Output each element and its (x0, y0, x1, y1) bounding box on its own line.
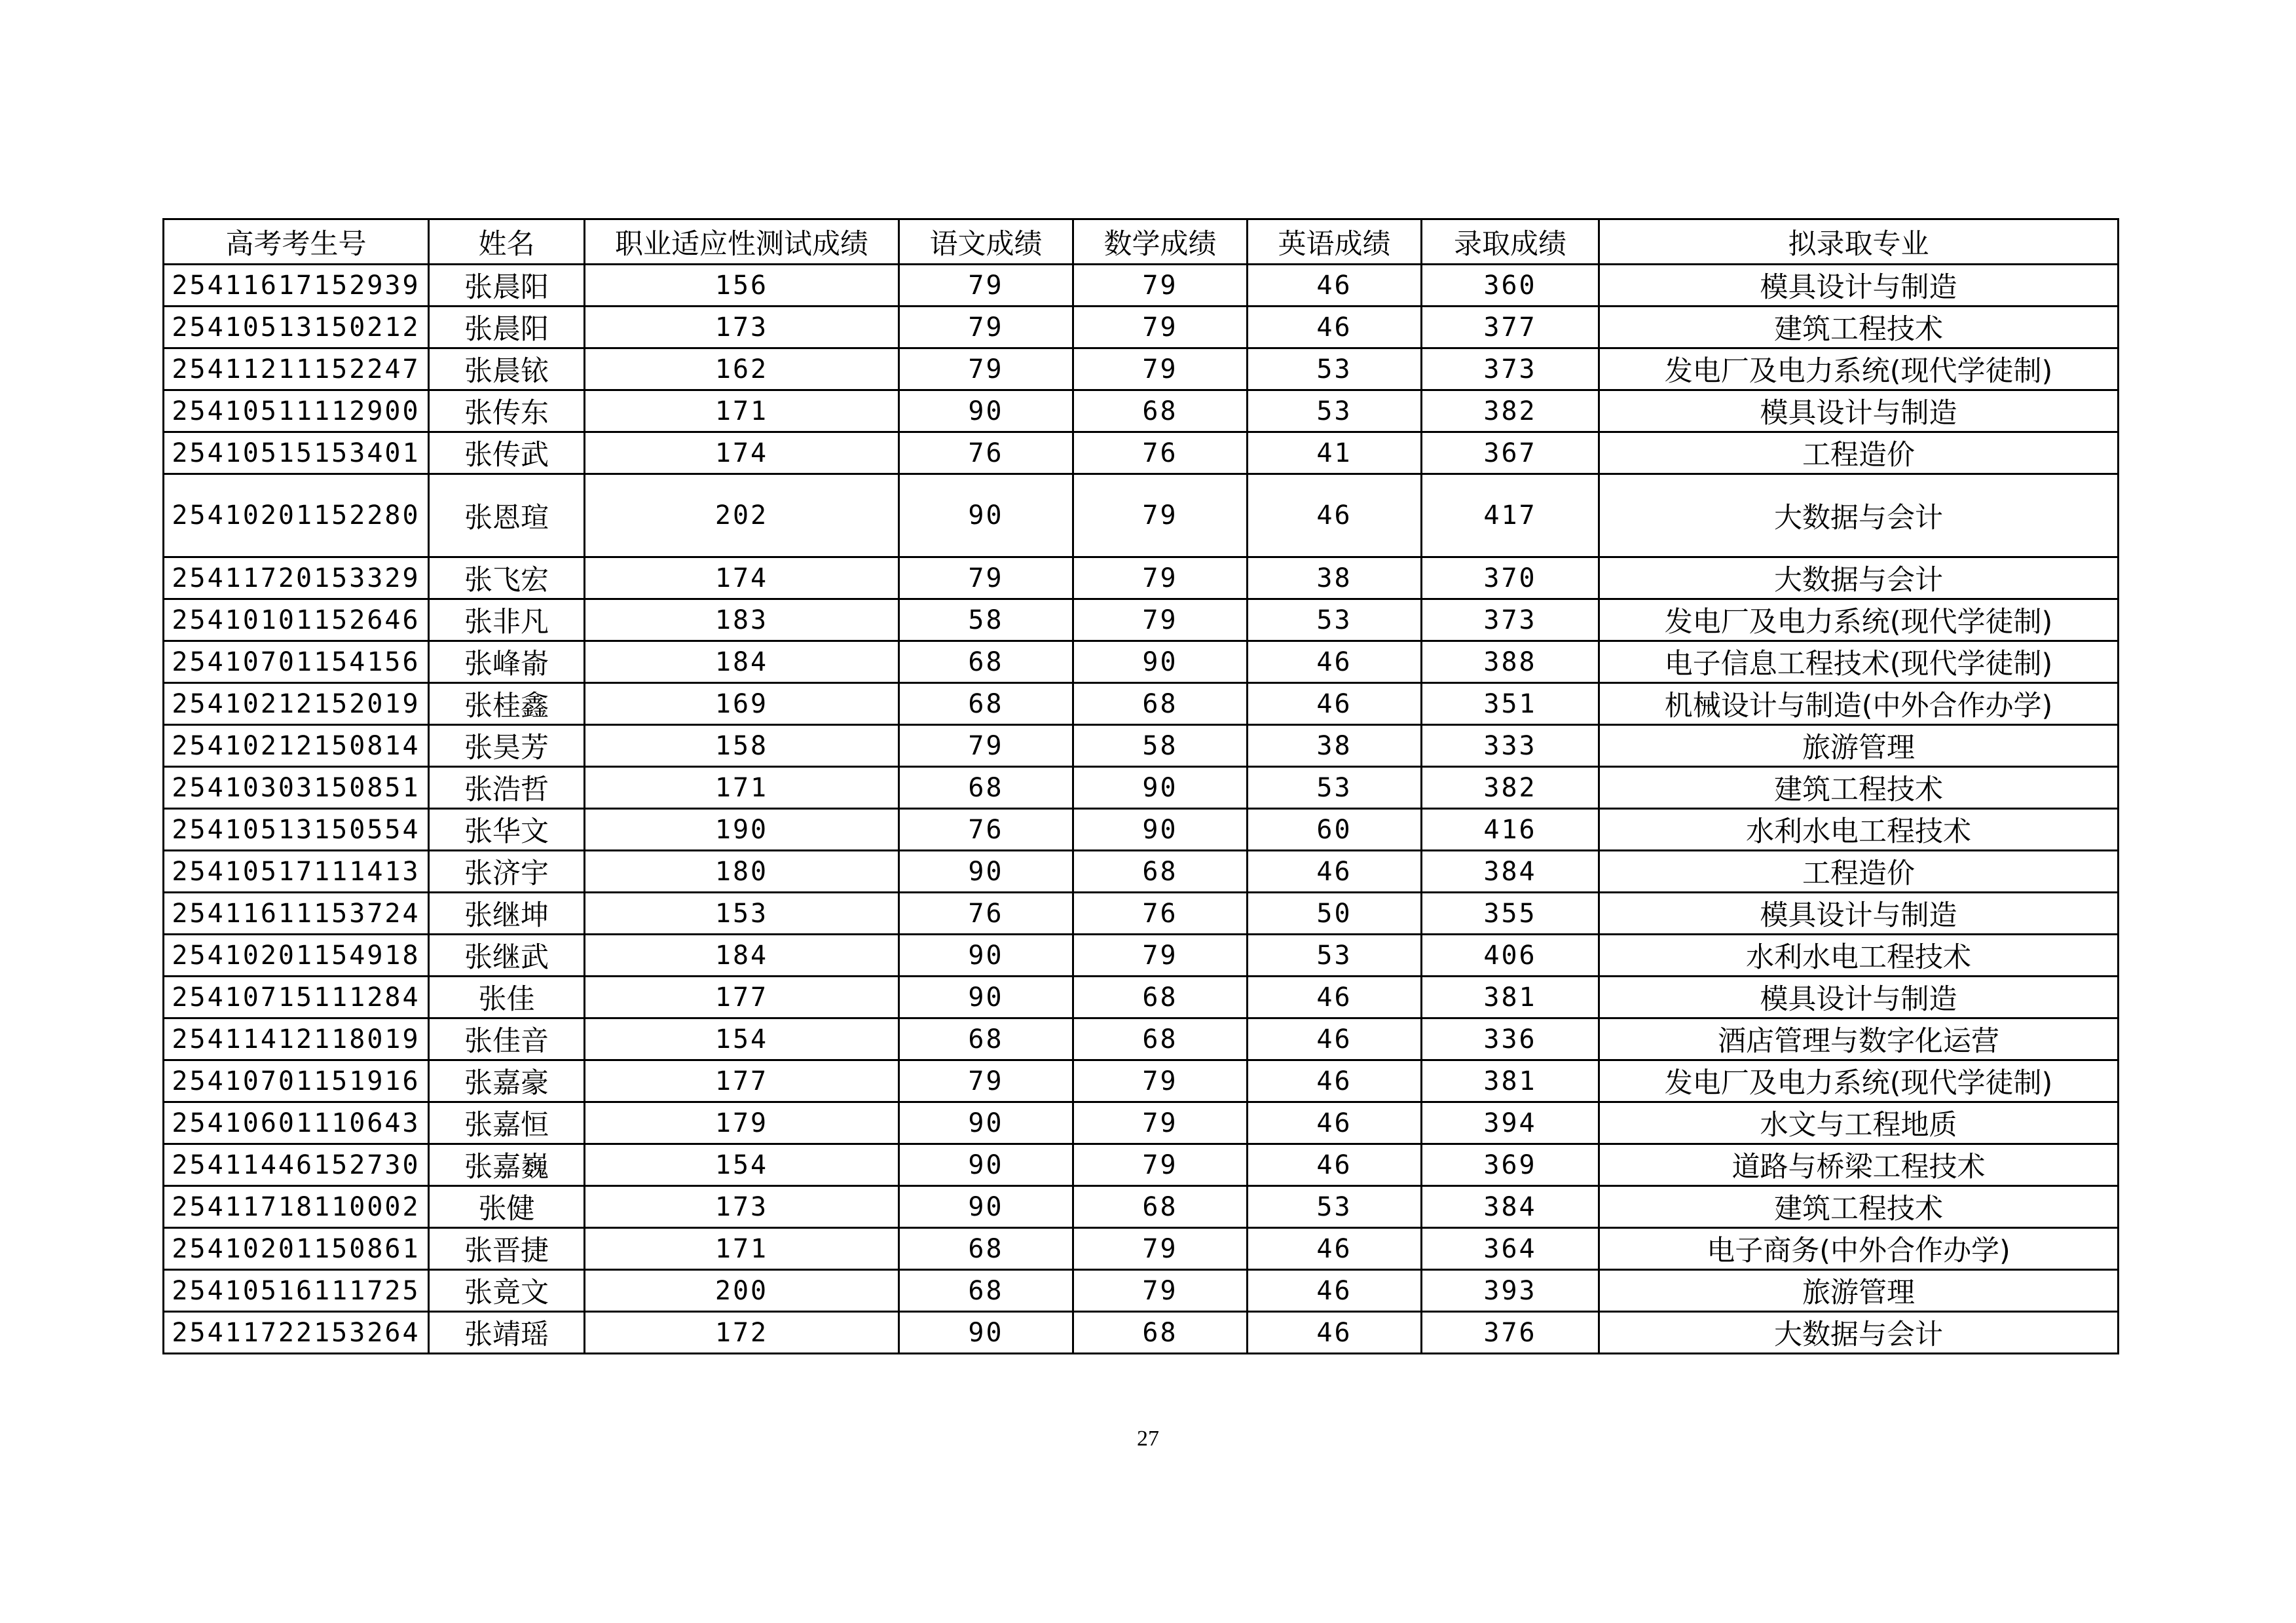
cell-math-score: 79 (1073, 935, 1248, 977)
cell-major: 模具设计与制造 (1599, 893, 2119, 935)
cell-admission-score: 370 (1422, 557, 1599, 599)
cell-name: 张昊芳 (429, 725, 585, 767)
cell-math-score: 68 (1073, 683, 1248, 725)
table-row (164, 348, 2119, 390)
cell-major: 工程造价 (1599, 851, 2119, 893)
cell-english-score: 50 (1248, 893, 1422, 935)
table-row (164, 641, 2119, 683)
cell-english-score: 46 (1248, 977, 1422, 1018)
cell-chinese-score: 90 (899, 977, 1073, 1018)
cell-chinese-score: 90 (899, 1312, 1073, 1354)
cell-exam-id: 25410715111284 (164, 977, 429, 1018)
table-row (164, 1270, 2119, 1312)
cell-admission-score: 382 (1422, 390, 1599, 432)
cell-aptitude-score: 172 (585, 1312, 899, 1354)
cell-major: 建筑工程技术 (1599, 767, 2119, 809)
cell-major: 模具设计与制造 (1599, 265, 2119, 307)
cell-aptitude-score: 154 (585, 1018, 899, 1060)
table-row (164, 390, 2119, 432)
cell-chinese-score: 90 (899, 474, 1073, 557)
cell-name: 张晋捷 (429, 1228, 585, 1270)
cell-math-score: 68 (1073, 851, 1248, 893)
cell-aptitude-score: 180 (585, 851, 899, 893)
cell-admission-score: 384 (1422, 851, 1599, 893)
cell-aptitude-score: 202 (585, 474, 899, 557)
admission-score-table (162, 218, 2119, 1354)
cell-english-score: 41 (1248, 432, 1422, 474)
cell-chinese-score: 90 (899, 390, 1073, 432)
cell-english-score: 53 (1248, 935, 1422, 977)
cell-major: 水文与工程地质 (1599, 1102, 2119, 1144)
cell-math-score: 58 (1073, 725, 1248, 767)
cell-admission-score: 336 (1422, 1018, 1599, 1060)
cell-exam-id: 25410516111725 (164, 1270, 429, 1312)
header-name: 姓名 (429, 219, 585, 265)
table-row (164, 1144, 2119, 1186)
cell-chinese-score: 68 (899, 1018, 1073, 1060)
cell-english-score: 46 (1248, 265, 1422, 307)
table-row (164, 935, 2119, 977)
cell-admission-score: 406 (1422, 935, 1599, 977)
cell-major: 工程造价 (1599, 432, 2119, 474)
cell-name: 张非凡 (429, 599, 585, 641)
cell-aptitude-score: 177 (585, 977, 899, 1018)
cell-english-score: 53 (1248, 348, 1422, 390)
cell-chinese-score: 79 (899, 265, 1073, 307)
cell-chinese-score: 76 (899, 432, 1073, 474)
cell-english-score: 53 (1248, 1186, 1422, 1228)
cell-chinese-score: 79 (899, 725, 1073, 767)
cell-name: 张竟文 (429, 1270, 585, 1312)
cell-aptitude-score: 190 (585, 809, 899, 851)
cell-aptitude-score: 184 (585, 641, 899, 683)
cell-major: 建筑工程技术 (1599, 307, 2119, 348)
cell-major: 水利水电工程技术 (1599, 809, 2119, 851)
cell-chinese-score: 79 (899, 348, 1073, 390)
cell-major: 模具设计与制造 (1599, 977, 2119, 1018)
table-row (164, 1018, 2119, 1060)
cell-name: 张飞宏 (429, 557, 585, 599)
table-row (164, 893, 2119, 935)
cell-major: 发电厂及电力系统(现代学徒制) (1599, 348, 2119, 390)
cell-exam-id: 25411720153329 (164, 557, 429, 599)
cell-english-score: 38 (1248, 725, 1422, 767)
cell-name: 张佳 (429, 977, 585, 1018)
cell-chinese-score: 68 (899, 641, 1073, 683)
table-row (164, 851, 2119, 893)
cell-aptitude-score: 173 (585, 307, 899, 348)
cell-major: 道路与桥梁工程技术 (1599, 1144, 2119, 1186)
cell-name: 张晨阳 (429, 307, 585, 348)
cell-admission-score: 364 (1422, 1228, 1599, 1270)
cell-aptitude-score: 184 (585, 935, 899, 977)
cell-exam-id: 25411718110002 (164, 1186, 429, 1228)
cell-chinese-score: 68 (899, 767, 1073, 809)
cell-math-score: 90 (1073, 809, 1248, 851)
header-aptitude-score: 职业适应性测试成绩 (585, 219, 899, 265)
cell-aptitude-score: 154 (585, 1144, 899, 1186)
cell-math-score: 68 (1073, 1312, 1248, 1354)
cell-math-score: 79 (1073, 1228, 1248, 1270)
cell-exam-id: 25411611153724 (164, 893, 429, 935)
cell-exam-id: 25410513150212 (164, 307, 429, 348)
table-row (164, 1186, 2119, 1228)
cell-chinese-score: 90 (899, 1186, 1073, 1228)
cell-name: 张嘉巍 (429, 1144, 585, 1186)
cell-major: 大数据与会计 (1599, 1312, 2119, 1354)
cell-major: 大数据与会计 (1599, 557, 2119, 599)
cell-exam-id: 25410212152019 (164, 683, 429, 725)
cell-chinese-score: 76 (899, 809, 1073, 851)
table-row (164, 977, 2119, 1018)
cell-name: 张嘉恒 (429, 1102, 585, 1144)
table-row (164, 557, 2119, 599)
cell-name: 张晨阳 (429, 265, 585, 307)
cell-exam-id: 25410201152280 (164, 474, 429, 557)
table-row (164, 725, 2119, 767)
header-major: 拟录取专业 (1599, 219, 2119, 265)
table-row (164, 809, 2119, 851)
cell-english-score: 53 (1248, 390, 1422, 432)
cell-major: 酒店管理与数字化运营 (1599, 1018, 2119, 1060)
cell-english-score: 46 (1248, 1144, 1422, 1186)
table-row (164, 683, 2119, 725)
cell-chinese-score: 68 (899, 1228, 1073, 1270)
cell-major: 发电厂及电力系统(现代学徒制) (1599, 1060, 2119, 1102)
cell-major: 建筑工程技术 (1599, 1186, 2119, 1228)
cell-admission-score: 393 (1422, 1270, 1599, 1312)
cell-math-score: 79 (1073, 474, 1248, 557)
cell-admission-score: 373 (1422, 348, 1599, 390)
cell-exam-id: 25410701154156 (164, 641, 429, 683)
table-row (164, 1228, 2119, 1270)
cell-major: 电子信息工程技术(现代学徒制) (1599, 641, 2119, 683)
cell-english-score: 53 (1248, 599, 1422, 641)
cell-math-score: 68 (1073, 390, 1248, 432)
cell-exam-id: 25410511112900 (164, 390, 429, 432)
cell-aptitude-score: 171 (585, 767, 899, 809)
cell-english-score: 46 (1248, 683, 1422, 725)
cell-aptitude-score: 156 (585, 265, 899, 307)
header-admission-score: 录取成绩 (1422, 219, 1599, 265)
cell-admission-score: 355 (1422, 893, 1599, 935)
cell-major: 旅游管理 (1599, 1270, 2119, 1312)
cell-math-score: 79 (1073, 1060, 1248, 1102)
cell-chinese-score: 79 (899, 557, 1073, 599)
cell-math-score: 79 (1073, 1144, 1248, 1186)
cell-aptitude-score: 153 (585, 893, 899, 935)
table-row (164, 265, 2119, 307)
cell-admission-score: 381 (1422, 1060, 1599, 1102)
cell-aptitude-score: 171 (585, 1228, 899, 1270)
cell-admission-score: 333 (1422, 725, 1599, 767)
cell-exam-id: 25411722153264 (164, 1312, 429, 1354)
cell-exam-id: 25410517111413 (164, 851, 429, 893)
cell-name: 张继武 (429, 935, 585, 977)
header-english-score: 英语成绩 (1248, 219, 1422, 265)
cell-admission-score: 382 (1422, 767, 1599, 809)
cell-math-score: 79 (1073, 348, 1248, 390)
table-row (164, 432, 2119, 474)
cell-name: 张浩哲 (429, 767, 585, 809)
table-row (164, 307, 2119, 348)
cell-math-score: 79 (1073, 265, 1248, 307)
table-row (164, 474, 2119, 557)
cell-chinese-score: 90 (899, 935, 1073, 977)
table-row (164, 1102, 2119, 1144)
cell-name: 张济宇 (429, 851, 585, 893)
cell-admission-score: 377 (1422, 307, 1599, 348)
cell-math-score: 68 (1073, 977, 1248, 1018)
cell-chinese-score: 58 (899, 599, 1073, 641)
table-row (164, 1312, 2119, 1354)
cell-chinese-score: 79 (899, 307, 1073, 348)
cell-aptitude-score: 162 (585, 348, 899, 390)
cell-name: 张晨铱 (429, 348, 585, 390)
cell-name: 张华文 (429, 809, 585, 851)
cell-admission-score: 394 (1422, 1102, 1599, 1144)
cell-aptitude-score: 169 (585, 683, 899, 725)
cell-chinese-score: 79 (899, 1060, 1073, 1102)
table-row (164, 1060, 2119, 1102)
header-chinese-score: 语文成绩 (899, 219, 1073, 265)
cell-admission-score: 369 (1422, 1144, 1599, 1186)
cell-exam-id: 25410515153401 (164, 432, 429, 474)
header-math-score: 数学成绩 (1073, 219, 1248, 265)
cell-math-score: 68 (1073, 1186, 1248, 1228)
cell-english-score: 46 (1248, 1018, 1422, 1060)
cell-chinese-score: 90 (899, 1102, 1073, 1144)
cell-aptitude-score: 174 (585, 432, 899, 474)
cell-math-score: 76 (1073, 893, 1248, 935)
cell-major: 机械设计与制造(中外合作办学) (1599, 683, 2119, 725)
cell-english-score: 46 (1248, 641, 1422, 683)
cell-aptitude-score: 174 (585, 557, 899, 599)
cell-name: 张佳音 (429, 1018, 585, 1060)
cell-aptitude-score: 200 (585, 1270, 899, 1312)
cell-aptitude-score: 179 (585, 1102, 899, 1144)
cell-chinese-score: 76 (899, 893, 1073, 935)
cell-math-score: 76 (1073, 432, 1248, 474)
cell-major: 大数据与会计 (1599, 474, 2119, 557)
cell-english-score: 46 (1248, 1102, 1422, 1144)
cell-exam-id: 25411412118019 (164, 1018, 429, 1060)
cell-english-score: 38 (1248, 557, 1422, 599)
cell-aptitude-score: 158 (585, 725, 899, 767)
cell-major: 模具设计与制造 (1599, 390, 2119, 432)
cell-major: 发电厂及电力系统(现代学徒制) (1599, 599, 2119, 641)
cell-exam-id: 25410201154918 (164, 935, 429, 977)
cell-chinese-score: 68 (899, 1270, 1073, 1312)
cell-math-score: 79 (1073, 1102, 1248, 1144)
cell-admission-score: 376 (1422, 1312, 1599, 1354)
cell-exam-id: 25411617152939 (164, 265, 429, 307)
cell-chinese-score: 68 (899, 683, 1073, 725)
cell-name: 张传东 (429, 390, 585, 432)
cell-exam-id: 25410101152646 (164, 599, 429, 641)
cell-math-score: 68 (1073, 1018, 1248, 1060)
cell-aptitude-score: 177 (585, 1060, 899, 1102)
cell-exam-id: 25410212150814 (164, 725, 429, 767)
cell-english-score: 60 (1248, 809, 1422, 851)
cell-major: 旅游管理 (1599, 725, 2119, 767)
cell-exam-id: 25411211152247 (164, 348, 429, 390)
header-exam-id: 高考考生号 (164, 219, 429, 265)
cell-admission-score: 373 (1422, 599, 1599, 641)
cell-exam-id: 25410303150851 (164, 767, 429, 809)
cell-english-score: 46 (1248, 1270, 1422, 1312)
cell-admission-score: 417 (1422, 474, 1599, 557)
cell-admission-score: 367 (1422, 432, 1599, 474)
cell-exam-id: 25411446152730 (164, 1144, 429, 1186)
table-row (164, 599, 2119, 641)
cell-english-score: 46 (1248, 474, 1422, 557)
cell-math-score: 90 (1073, 767, 1248, 809)
cell-name: 张靖瑶 (429, 1312, 585, 1354)
cell-math-score: 79 (1073, 1270, 1248, 1312)
cell-math-score: 79 (1073, 557, 1248, 599)
cell-admission-score: 351 (1422, 683, 1599, 725)
table-row (164, 767, 2119, 809)
cell-exam-id: 25410513150554 (164, 809, 429, 851)
cell-english-score: 53 (1248, 767, 1422, 809)
cell-admission-score: 384 (1422, 1186, 1599, 1228)
cell-admission-score: 381 (1422, 977, 1599, 1018)
cell-exam-id: 25410601110643 (164, 1102, 429, 1144)
page-number: 27 (1137, 1427, 1159, 1451)
cell-name: 张继坤 (429, 893, 585, 935)
cell-math-score: 79 (1073, 599, 1248, 641)
cell-admission-score: 416 (1422, 809, 1599, 851)
cell-math-score: 79 (1073, 307, 1248, 348)
cell-major: 电子商务(中外合作办学) (1599, 1228, 2119, 1270)
cell-admission-score: 360 (1422, 265, 1599, 307)
cell-chinese-score: 90 (899, 851, 1073, 893)
header-row (164, 219, 2119, 265)
cell-english-score: 46 (1248, 1228, 1422, 1270)
cell-admission-score: 388 (1422, 641, 1599, 683)
cell-aptitude-score: 171 (585, 390, 899, 432)
cell-name: 张桂鑫 (429, 683, 585, 725)
cell-english-score: 46 (1248, 1312, 1422, 1354)
cell-major: 水利水电工程技术 (1599, 935, 2119, 977)
cell-aptitude-score: 183 (585, 599, 899, 641)
cell-english-score: 46 (1248, 1060, 1422, 1102)
cell-english-score: 46 (1248, 851, 1422, 893)
cell-name: 张嘉豪 (429, 1060, 585, 1102)
cell-exam-id: 25410701151916 (164, 1060, 429, 1102)
cell-name: 张峰嵛 (429, 641, 585, 683)
cell-exam-id: 25410201150861 (164, 1228, 429, 1270)
cell-math-score: 90 (1073, 641, 1248, 683)
cell-name: 张传武 (429, 432, 585, 474)
cell-chinese-score: 90 (899, 1144, 1073, 1186)
cell-aptitude-score: 173 (585, 1186, 899, 1228)
cell-name: 张健 (429, 1186, 585, 1228)
cell-name: 张恩瑄 (429, 474, 585, 557)
cell-english-score: 46 (1248, 307, 1422, 348)
